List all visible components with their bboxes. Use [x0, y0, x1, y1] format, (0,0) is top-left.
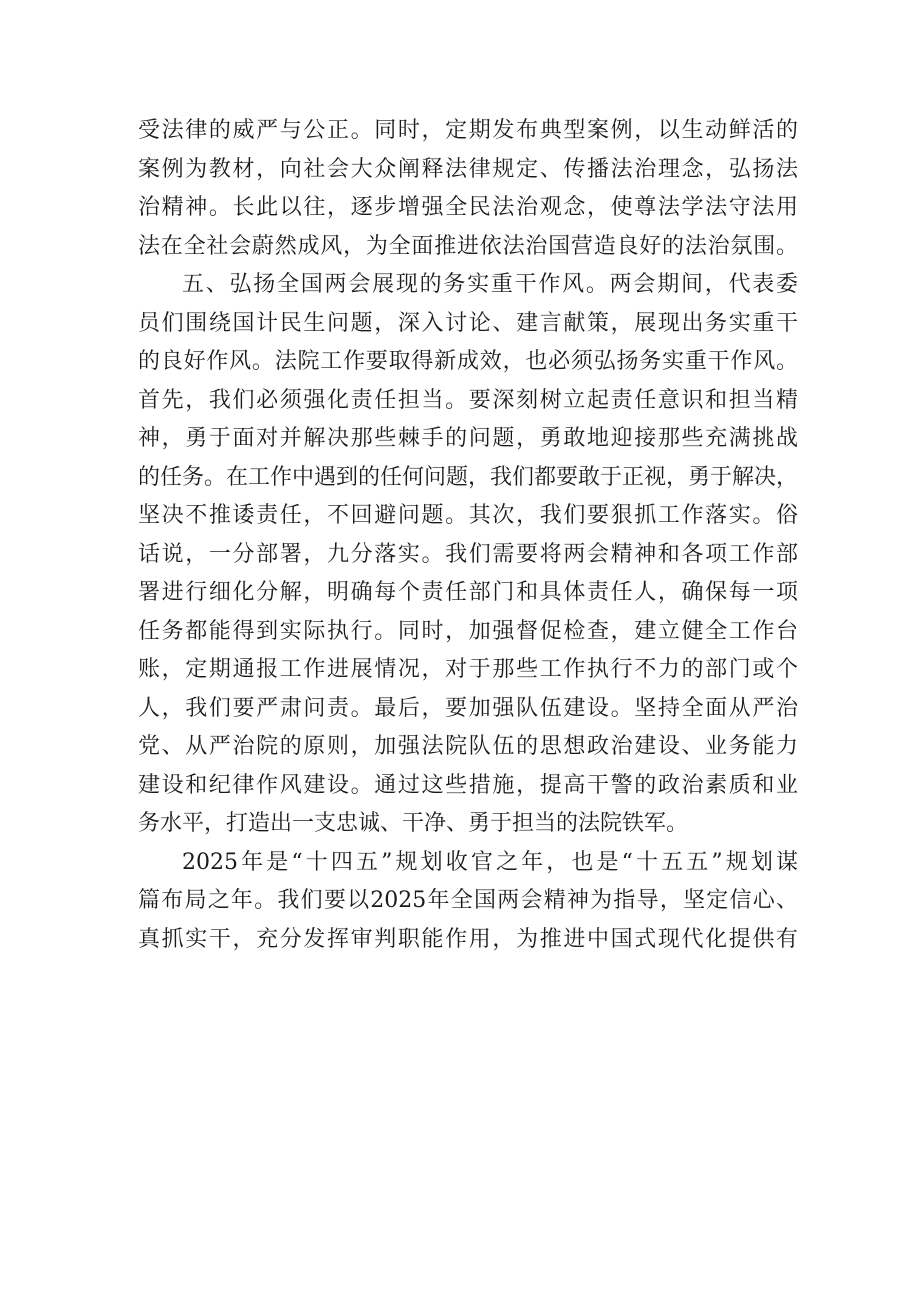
text-line: 五、弘扬全国两会展现的务实重干作风。两会期间，代表委 [182, 272, 798, 297]
text-line: 篇布局之年。我们要以2025年全国两会精神为指导，坚定信心、 [138, 888, 798, 913]
text-line: 法在全社会蔚然成风，为全面推进依法治国营造良好的法治氛围。 [138, 233, 798, 259]
text-line: 受法律的威严与公正。同时，定期发布典型案例，以生动鲜活的 [138, 118, 798, 143]
text-line: 的良好作风。法院工作要取得新成效，也必须弘扬务实重干作风。 [138, 349, 798, 374]
text-line: 务水平，打造出一支忠诚、干净、勇于担当的法院铁军。 [138, 811, 689, 836]
text-line: 任务都能得到实际执行。同时，加强督促检查，建立健全工作台 [138, 618, 798, 644]
text-line: 坚决不推诿责任，不回避问题。其次，我们要狠抓工作落实。俗 [138, 503, 798, 528]
text-line: 话说，一分部署，九分落实。我们需要将两会精神和各项工作部 [138, 541, 798, 567]
text-line: 2025年是“十四五”规划收官之年，也是“十五五”规划谋 [182, 849, 798, 875]
text-line: 员们围绕国计民生问题，深入讨论、建言献策，展现出务实重干 [138, 310, 798, 336]
paragraph-conclusion [138, 844, 798, 960]
text-line: 案例为教材，向社会大众阐释法律规定、传播法治理念，弘扬法 [138, 156, 798, 182]
text-line: 神，勇于面对并解决那些棘手的问题，勇敢地迎接那些充满挑战 [138, 426, 798, 451]
paragraph-section-five [138, 266, 798, 844]
text-line: 建设和纪律作风建设。通过这些措施，提高干警的政治素质和业 [138, 772, 798, 798]
text-line: 治精神。长此以往，逐步增强全民法治观念，使尊法学法守法用 [138, 195, 798, 220]
text-line: 首先，我们必须强化责任担当。要深刻树立起责任意识和担当精 [138, 387, 798, 413]
text-line: 人，我们要严肃问责。最后，要加强队伍建设。坚持全面从严治 [138, 695, 798, 721]
text-line: 真抓实干，充分发挥审判职能作用，为推进中国式现代化提供有 [138, 926, 798, 952]
text-line: 署进行细化分解，明确每个责任部门和具体责任人，确保每一项 [138, 580, 798, 605]
text-line: 的任务。在工作中遇到的任何问题，我们都要敢于正视，勇于解决， [138, 464, 799, 490]
text-line: 党、从严治院的原则，加强法院队伍的思想政治建设、业务能力 [138, 734, 798, 759]
paragraph-continued-rule-of-law [138, 112, 798, 266]
text-line: 账，定期通报工作进展情况，对于那些工作执行不力的部门或个 [138, 657, 798, 682]
document-body [138, 112, 798, 959]
